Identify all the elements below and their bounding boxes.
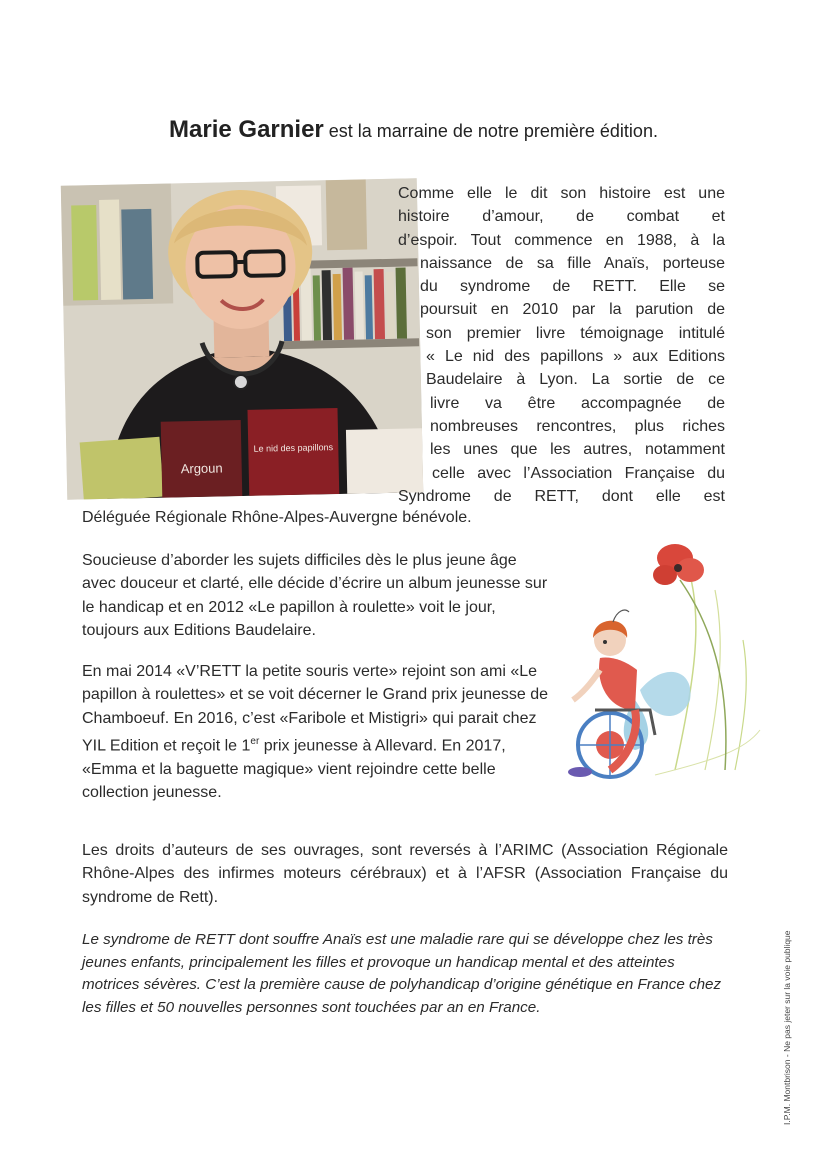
intro-line: histoire d’amour, de combat et — [398, 208, 725, 226]
title-name: Marie Garnier — [169, 116, 324, 143]
page-title — [0, 116, 827, 144]
illustration-drawing — [555, 520, 765, 790]
intro-line: d’espoir. Tout commence en 1988, à la — [398, 231, 725, 249]
awards-sup: er — [250, 735, 260, 747]
butterfly-wheelchair-illustration — [555, 520, 765, 790]
paragraph-rett-note: Le syndrome de RETT dont souffre Anaïs est une maladie rare qui se développe chez les très jeunes enfants, principalement les filles et provoque un handicap mental et des atteintes motrices sévères. C’est la première cause de polyhandicap d’origine génétique en France chez les filles et 50 nouvelles personnes sont touchées par an en France. — [82, 931, 722, 1016]
printer-side-note: I.P.M. Montbrison - Ne pas jeter sur la voie publique — [782, 930, 792, 1125]
paragraph-awards — [82, 660, 552, 804]
intro-line: « Le nid des papillons » aux Editions — [426, 348, 725, 366]
author-photo — [61, 178, 423, 499]
intro-line: son premier livre témoignage intitulé — [426, 324, 725, 342]
author-photo-drawing — [61, 178, 423, 499]
book-argoun-title: Argoun — [180, 460, 223, 477]
intro-line: nombreuses rencontres, plus riches — [430, 417, 725, 435]
intro-line: livre va être accompagnée de — [430, 394, 725, 412]
paragraph-rights: Les droits d’auteurs de ses ouvrages, sont reversés à l’ARIMC (Association Régionale Rhône-Alpes des infirmes moteurs cérébraux) et à l’AFSR (Association Française du syndrome de Rett). — [82, 842, 728, 906]
paragraph-intro — [398, 182, 725, 508]
intro-line: du syndrome de RETT. Elle se — [420, 278, 725, 296]
intro-line: poursuit en 2010 par la parution de — [420, 301, 725, 319]
awards-text-1: En mai 2014 «V’RETT la petite souris verte» rejoint son ami «Le papillon à roulettes» et se voit décerner le Grand prix jeunesse de Chamboeuf. En 2016, c’est «Faribole et Mistigri» qui parait chez YIL Edition et reçoit le 1 — [82, 663, 549, 755]
intro-line: Syndrome de RETT, dont elle est — [398, 487, 725, 505]
awards-text-2: prix jeunesse à Allevard. En 2017, «Emma et la baguette magique» vient rejoindre cette belle collection jeunesse. — [82, 737, 506, 801]
intro-line: les unes que les autres, notamment — [430, 441, 725, 459]
intro-line: Baudelaire à Lyon. La sortie de ce — [426, 371, 725, 389]
paragraph-intro-last-line: Déléguée Régionale Rhône-Alpes-Auvergne bénévole. — [82, 509, 472, 526]
intro-line: celle avec l’Association Française du — [432, 464, 725, 482]
book-nid-title: Le nid des papillons — [253, 442, 334, 454]
title-rest: est la marraine de notre première édition. — [328, 121, 658, 141]
intro-line: Comme elle le dit son histoire est une — [398, 185, 725, 202]
intro-line: naissance de sa fille Anaïs, porteuse — [420, 254, 725, 272]
paragraph-album: Soucieuse d’aborder les sujets difficiles dès le plus jeune âge avec douceur et clarté, elle décide d’écrire un album jeunesse sur le handicap et en 2012 «Le papillon à roulette» voit le jour, toujours aux Editions Baudelaire. — [82, 552, 548, 639]
